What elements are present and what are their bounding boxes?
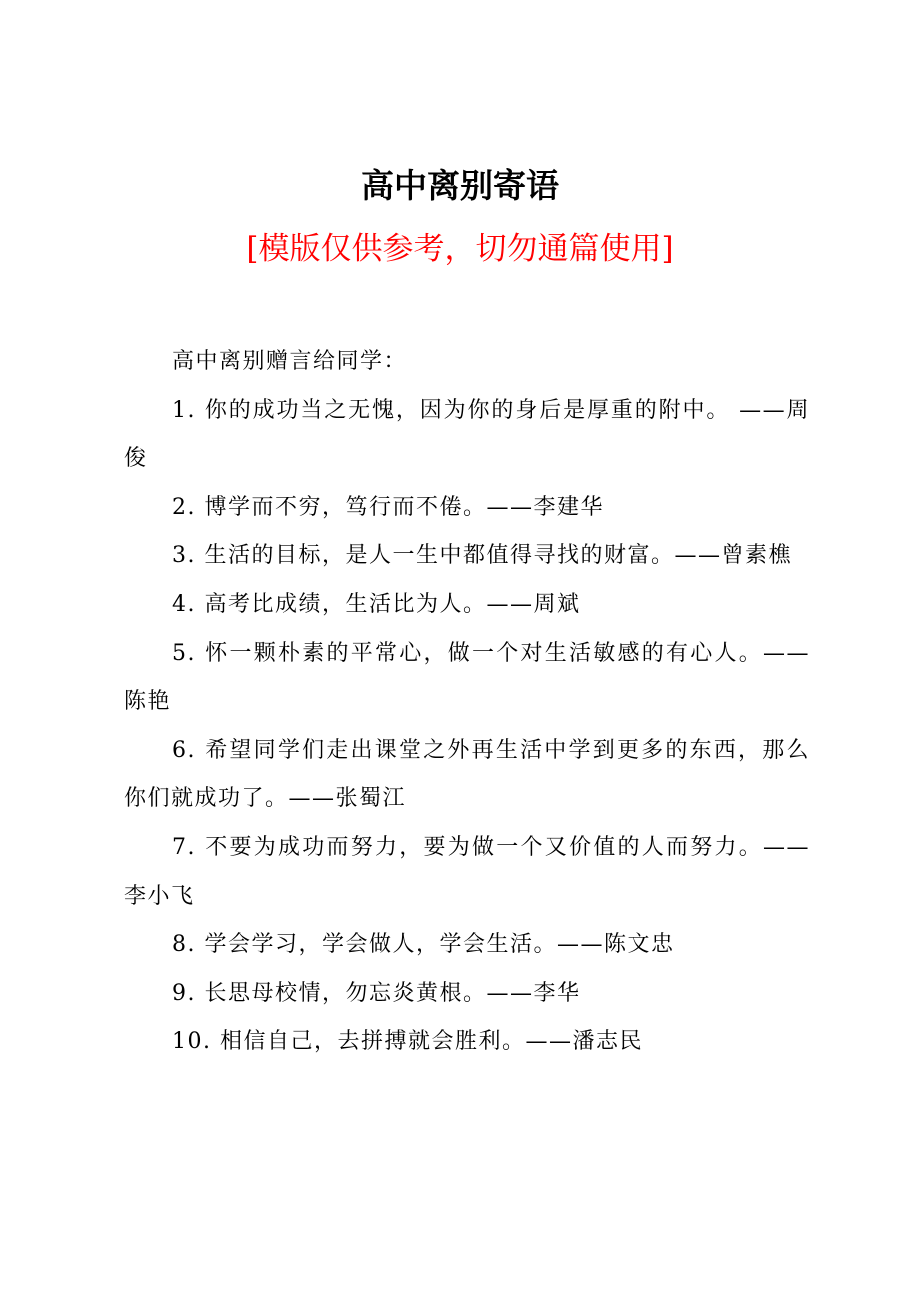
quote-item-5: 5. 怀一颗朴素的平常心，做一个对生活敏感的有心人。——陈艳 (124, 640, 810, 715)
quote-item-8: 8. 学会学习，学会做人，学会生活。——陈文忠 (172, 932, 675, 958)
quote-item-4: 4. 高考比成绩，生活比为人。——周斌 (172, 591, 581, 617)
quote-item-6: 6. 希望同学们走出课堂之外再生活中学到更多的东西，那么你们就成功了。——张蜀江 (124, 737, 810, 812)
quote-item-1: 1. 你的成功当之无愧，因为你的身后是厚重的附中。 ——周俊 (124, 397, 810, 472)
quote-item-2: 2. 博学而不穷，笃行而不倦。——李建华 (172, 494, 604, 520)
template-notice: [模版仅供参考，切勿通篇使用] (246, 231, 674, 267)
quote-item-10: 10. 相信自己，去拼搏就会胜利。——潘志民 (172, 1029, 643, 1055)
quote-item-9: 9. 长思母校情，勿忘炎黄根。——李华 (172, 980, 581, 1006)
quote-item-3: 3. 生活的目标，是人一生中都值得寻找的财富。——曾素樵 (172, 543, 792, 569)
document-title: 高中离别寄语 (361, 166, 559, 205)
intro-paragraph: 高中离别赠言给同学： (172, 349, 408, 374)
quote-item-7: 7. 不要为成功而努力，要为做一个又价值的人而努力。——李小飞 (124, 834, 810, 909)
document-body (124, 338, 810, 1067)
